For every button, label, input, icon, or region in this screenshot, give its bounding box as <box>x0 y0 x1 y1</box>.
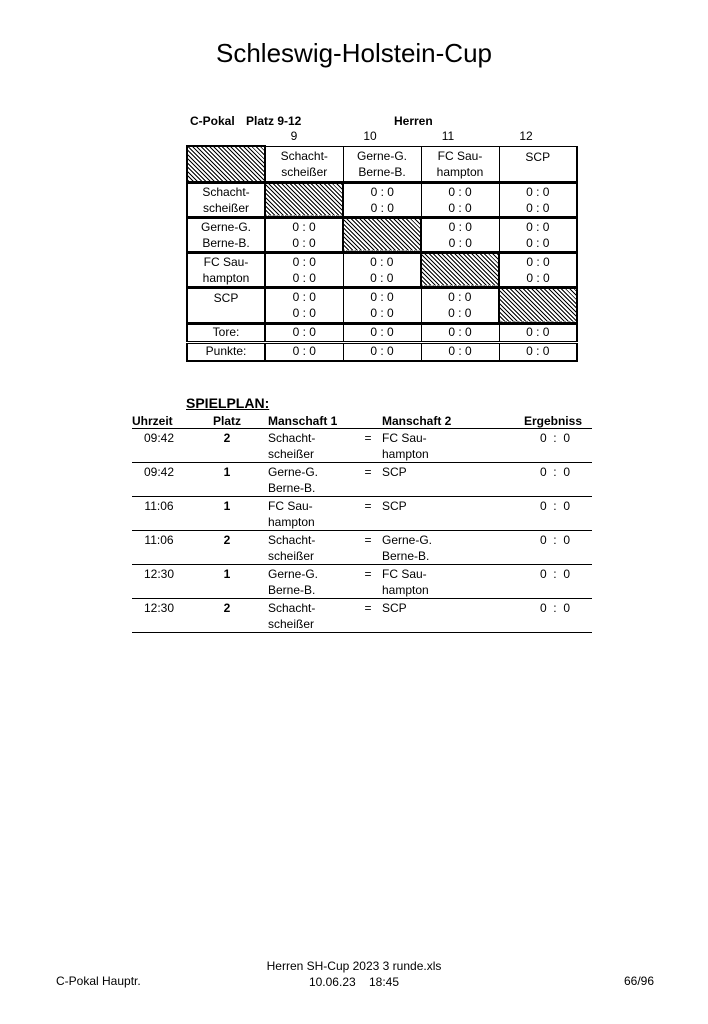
result-cell: 0 : 0 0 : 0 <box>421 287 499 323</box>
category-label: Herren <box>394 114 433 128</box>
column-number-11: 11 <box>441 129 455 143</box>
punkte-value: 0 : 0 <box>499 342 577 361</box>
game-result: 0 : 0 <box>492 497 592 531</box>
game-team1: Schacht- scheißer <box>268 599 354 633</box>
row-team-3: FC Sau- hampton <box>187 252 265 287</box>
tore-value: 0 : 0 <box>343 323 421 342</box>
game-separator: = <box>354 531 382 565</box>
game-time: 09:42 <box>132 463 186 497</box>
game-platz: 1 <box>186 497 268 531</box>
column-team-2: Gerne-G. Berne-B. <box>343 146 421 182</box>
result-cell: 0 : 0 0 : 0 <box>499 252 577 287</box>
game-time: 12:30 <box>132 599 186 633</box>
result-cell: 0 : 0 0 : 0 <box>343 252 421 287</box>
result-cell: 0 : 0 0 : 0 <box>499 182 577 217</box>
footer-page-number: 66/96 <box>624 974 655 988</box>
diagonal-hatch <box>265 182 343 217</box>
game-team1: Schacht- scheißer <box>268 531 354 565</box>
game-team2: SCP <box>382 463 492 497</box>
game-separator: = <box>354 599 382 633</box>
column-number-12: 12 <box>519 129 533 143</box>
result-cell: 0 : 0 0 : 0 <box>421 182 499 217</box>
row-team-2: Gerne-G. Berne-B. <box>187 217 265 252</box>
game-separator: = <box>354 463 382 497</box>
punkte-value: 0 : 0 <box>343 342 421 361</box>
result-cell: 0 : 0 0 : 0 <box>265 287 343 323</box>
spielplan-title: SPIELPLAN: <box>186 395 270 411</box>
tore-value: 0 : 0 <box>499 323 577 342</box>
game-row <box>132 497 592 531</box>
game-result: 0 : 0 <box>492 531 592 565</box>
game-result: 0 : 0 <box>492 429 592 463</box>
punkte-value: 0 : 0 <box>265 342 343 361</box>
game-time: 12:30 <box>132 565 186 599</box>
game-team2: Gerne-G. Berne-B. <box>382 531 492 565</box>
header-team2: Manschaft 2 <box>382 414 492 429</box>
header-ergebnis: Ergebniss <box>492 414 592 429</box>
corner-hatch <box>187 146 265 182</box>
game-row <box>132 463 592 497</box>
column-number-9: 9 <box>290 129 298 143</box>
spielplan-table <box>132 414 592 633</box>
result-cell: 0 : 0 0 : 0 <box>343 287 421 323</box>
game-result: 0 : 0 <box>492 565 592 599</box>
tore-value: 0 : 0 <box>265 323 343 342</box>
footer-filename: Herren SH-Cup 2023 3 runde.xls <box>266 959 442 973</box>
game-result: 0 : 0 <box>492 463 592 497</box>
game-team2: FC Sau- hampton <box>382 429 492 463</box>
game-platz: 1 <box>186 463 268 497</box>
punkte-value: 0 : 0 <box>421 342 499 361</box>
game-row <box>132 565 592 599</box>
game-team1: Schacht- scheißer <box>268 429 354 463</box>
game-platz: 1 <box>186 565 268 599</box>
game-platz: 2 <box>186 531 268 565</box>
game-row <box>132 531 592 565</box>
game-separator: = <box>354 565 382 599</box>
column-number-10: 10 <box>363 129 377 143</box>
diagonal-hatch <box>421 252 499 287</box>
game-separator: = <box>354 497 382 531</box>
diagonal-hatch <box>343 217 421 252</box>
game-row <box>132 599 592 633</box>
header-platz: Platz <box>186 414 268 429</box>
footer-sheet-name: C-Pokal Hauptr. <box>56 974 141 988</box>
game-time: 11:06 <box>132 497 186 531</box>
pokal-label: C-Pokal <box>190 114 235 128</box>
game-team2: FC Sau- hampton <box>382 565 492 599</box>
platz-label: Platz 9-12 <box>246 114 302 128</box>
game-separator: = <box>354 429 382 463</box>
game-time: 11:06 <box>132 531 186 565</box>
footer-datetime: 10.06.23 18:45 <box>308 975 400 989</box>
row-team-4: SCP <box>187 287 265 323</box>
column-team-1: Schacht- scheißer <box>265 146 343 182</box>
diagonal-hatch <box>499 287 577 323</box>
game-row <box>132 429 592 463</box>
result-cell: 0 : 0 0 : 0 <box>421 217 499 252</box>
result-cell: 0 : 0 0 : 0 <box>343 182 421 217</box>
page-title: Schleswig-Holstein-Cup <box>216 38 492 68</box>
result-cell: 0 : 0 0 : 0 <box>499 217 577 252</box>
column-team-3: FC Sau- hampton <box>421 146 499 182</box>
punkte-label: Punkte: <box>187 342 265 361</box>
result-cell: 0 : 0 0 : 0 <box>265 252 343 287</box>
game-team2: SCP <box>382 599 492 633</box>
header-uhrzeit: Uhrzeit <box>132 414 186 429</box>
game-result: 0 : 0 <box>492 599 592 633</box>
crosstable <box>186 145 578 362</box>
column-team-4: SCP <box>499 146 577 182</box>
result-cell: 0 : 0 0 : 0 <box>265 217 343 252</box>
row-team-1: Schacht- scheißer <box>187 182 265 217</box>
game-time: 09:42 <box>132 429 186 463</box>
header-team1: Manschaft 1 <box>268 414 354 429</box>
game-platz: 2 <box>186 429 268 463</box>
game-team1: FC Sau- hampton <box>268 497 354 531</box>
game-team2: SCP <box>382 497 492 531</box>
game-platz: 2 <box>186 599 268 633</box>
tore-label: Tore: <box>187 323 265 342</box>
tore-value: 0 : 0 <box>421 323 499 342</box>
game-team1: Gerne-G. Berne-B. <box>268 463 354 497</box>
game-team1: Gerne-G. Berne-B. <box>268 565 354 599</box>
